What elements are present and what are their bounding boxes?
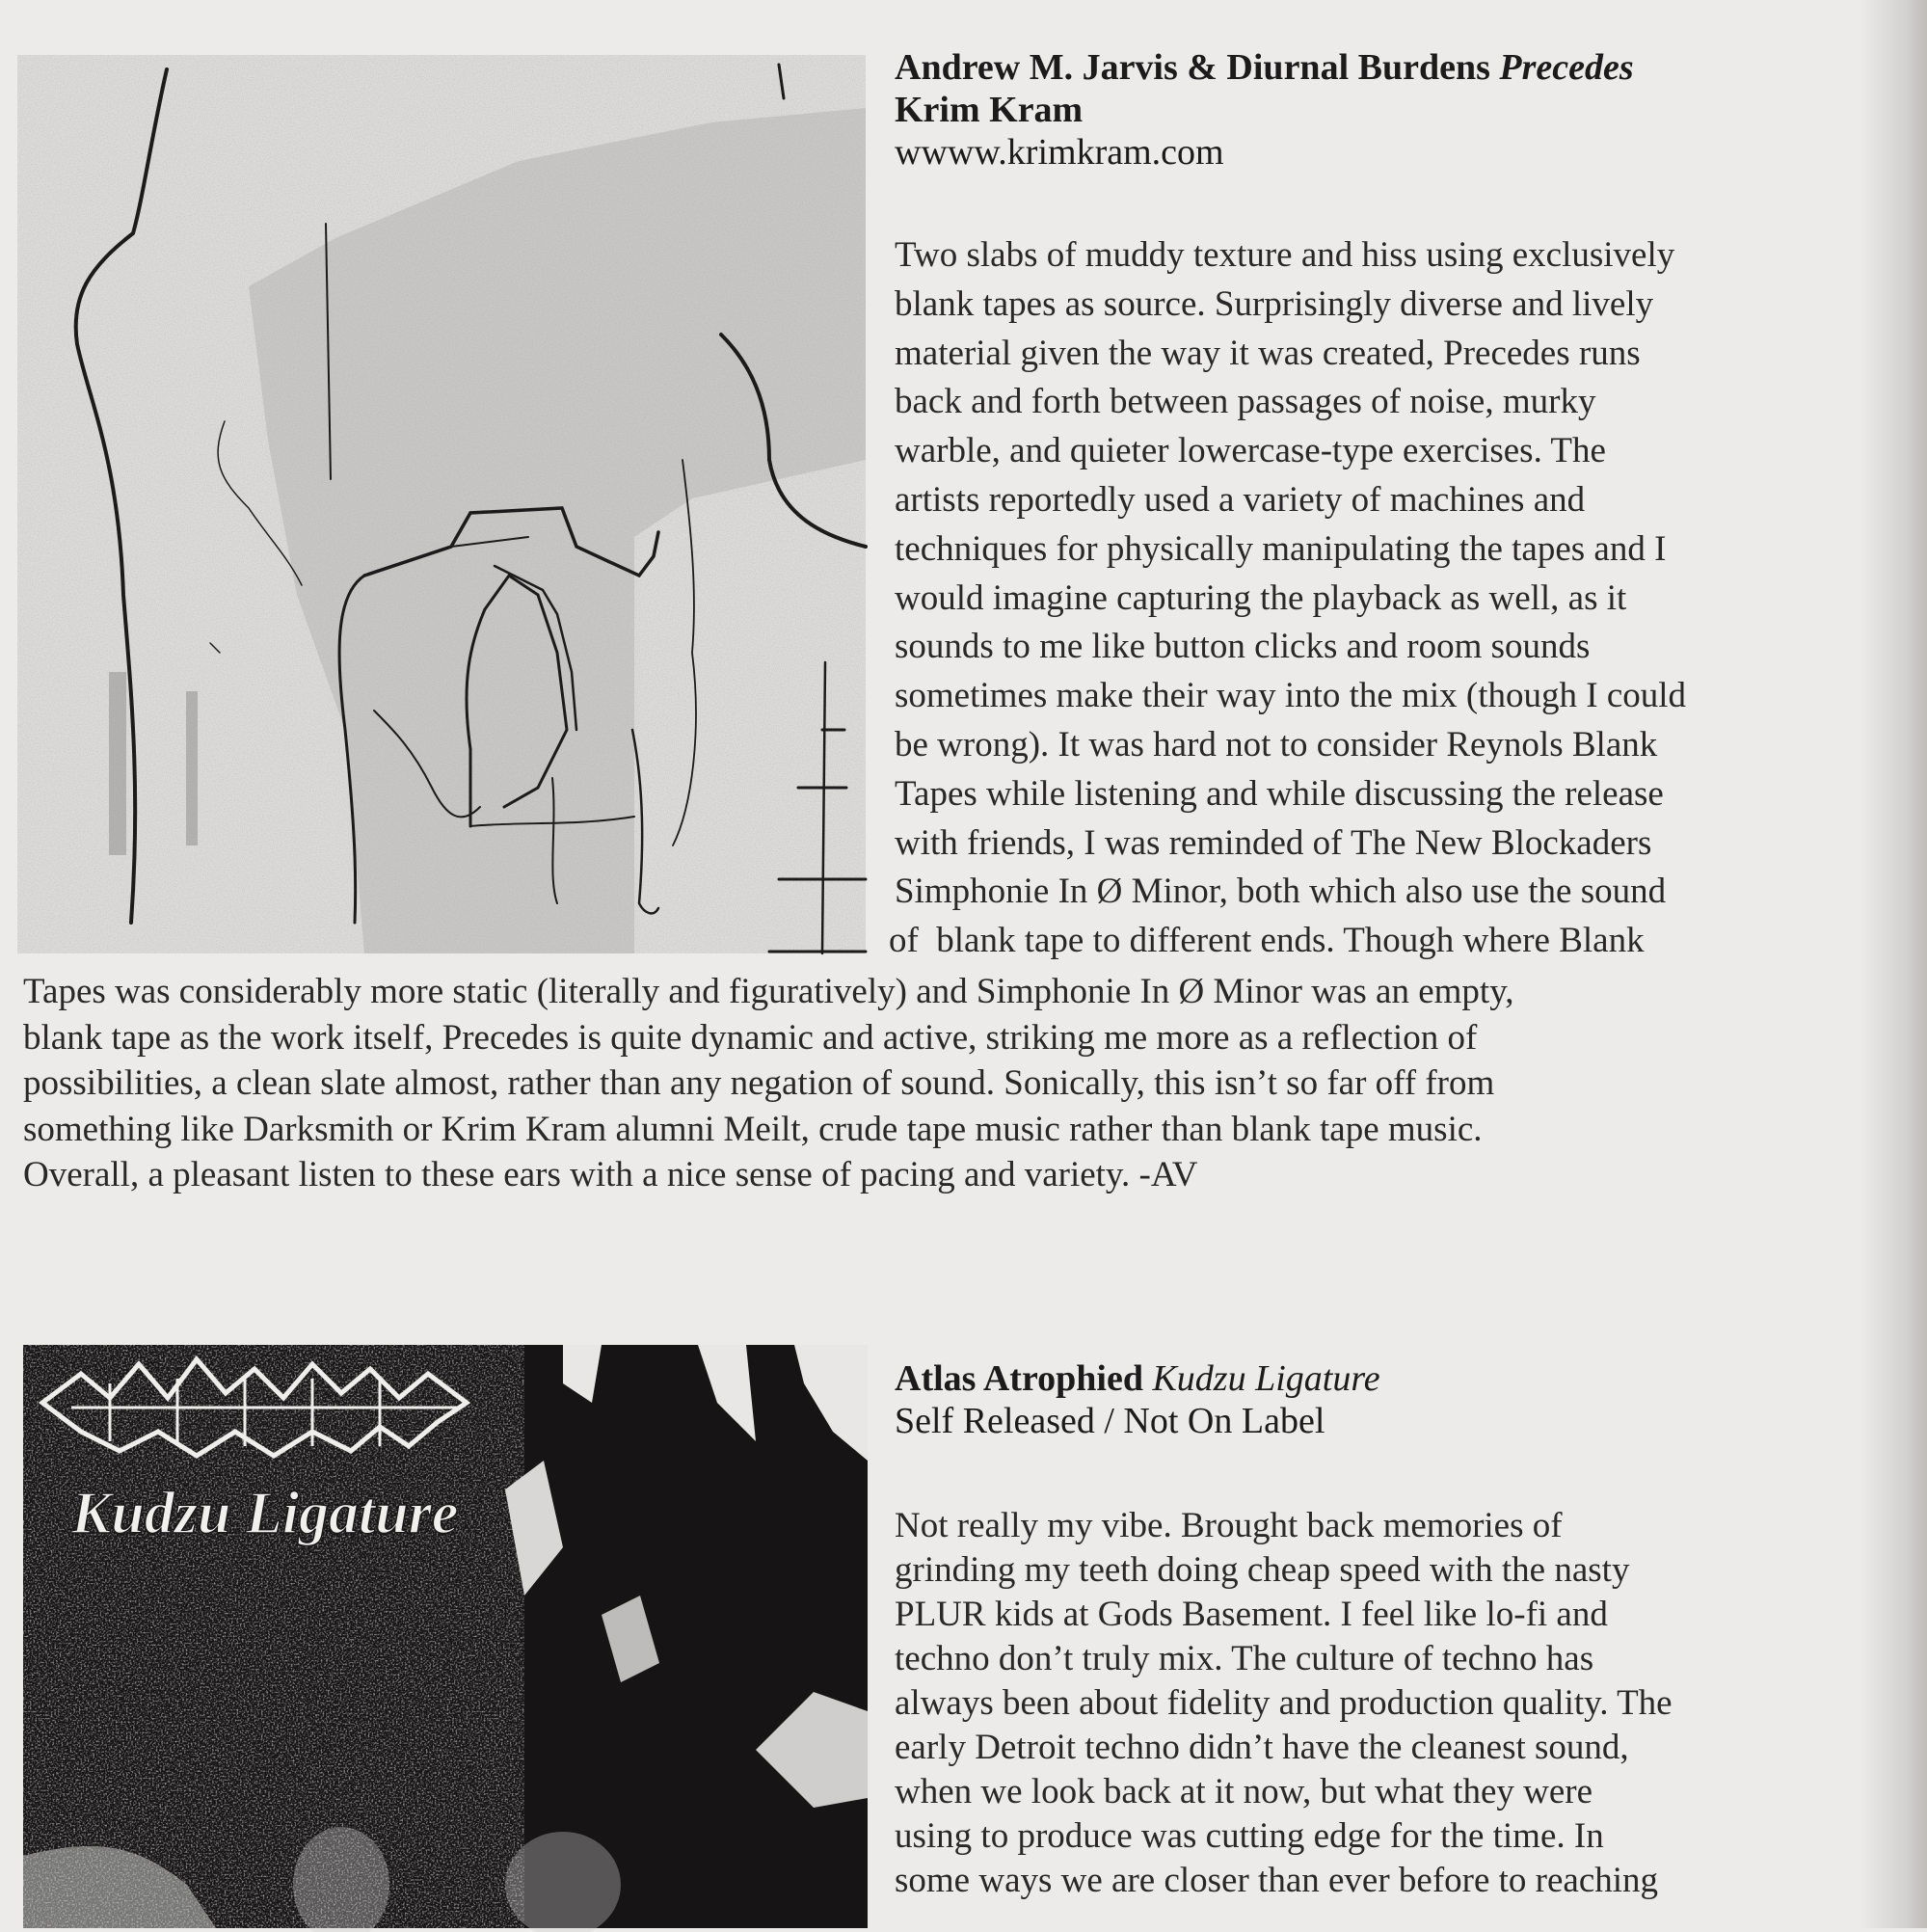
album-cover-precedes — [17, 55, 866, 953]
sketch-artwork — [17, 55, 866, 953]
body-line: techniques for physically manipulating the tapes and I — [895, 528, 1667, 569]
body-line: with friends, I was reminded of The New Blockaders — [895, 822, 1652, 863]
body-line: Two slabs of muddy texture and hiss using exclusively — [895, 235, 1675, 275]
body-line: grinding my teeth doing cheap speed with the nasty — [895, 1550, 1630, 1590]
label-url[interactable]: wwww.krimkram.com — [895, 132, 1224, 173]
body-line: Tapes was considerably more static (literally and figuratively) and Simphonie In Ø Minor was an empty, — [23, 972, 1514, 1011]
body-line: warble, and quieter lowercase-type exercises. The — [895, 431, 1606, 471]
body-line-last — [889, 917, 1892, 966]
record-label: Krim Kram — [895, 90, 1084, 130]
review-title-line — [895, 1357, 1380, 1400]
review-header-precedes — [895, 46, 1634, 174]
body-line: Not really my vibe. Brought back memories of — [895, 1506, 1563, 1545]
review-title-line — [895, 46, 1634, 89]
record-label: Self Released / Not On Label — [895, 1401, 1325, 1441]
artist-name: Andrew M. Jarvis & Diurnal Burdens — [895, 47, 1490, 88]
artist-name: Atlas Atrophied — [895, 1358, 1143, 1399]
body-line: Tapes while listening and while discussing the release — [895, 773, 1664, 814]
clipped-word: of — [889, 921, 919, 961]
body-line: would imagine capturing the playback as well, as it — [895, 577, 1627, 618]
review-body-column-precedes — [889, 231, 1892, 966]
cover-artwork — [23, 1345, 868, 1928]
body-line: blank tape as the work itself, Precedes is quite dynamic and active, striking me more as a reflection of — [23, 1017, 1478, 1058]
body-line: some ways we are closer than ever before to reaching — [895, 1861, 1659, 1900]
body-line: back and forth between passages of noise, murky — [895, 382, 1596, 422]
album-title: Kudzu Ligature — [1152, 1358, 1380, 1399]
body-line-rest: blank tape to different ends. Though where Blank — [927, 921, 1645, 961]
review-body-full-precedes — [23, 969, 1874, 1198]
cover-title: Kudzu Ligature — [71, 1481, 459, 1546]
body-line: possibilities, a clean slate almost, rather than any negation of sound. Sonically, this isn’t so far off from — [23, 1063, 1495, 1103]
body-line: material given the way it was created, Precedes runs — [895, 333, 1641, 373]
review-header-kudzu — [895, 1357, 1380, 1442]
body-line: techno don’t truly mix. The culture of techno has — [895, 1639, 1594, 1678]
body-line: PLUR kids at Gods Basement. I feel like lo-fi and — [895, 1595, 1608, 1634]
body-line: Simphonie In Ø Minor, both which also use the sound — [895, 872, 1667, 912]
body-line: Overall, a pleasant listen to these ears with a nice sense of pacing and variety. -AV — [23, 1155, 1198, 1194]
body-line: using to produce was cutting edge for the time. In — [895, 1816, 1604, 1856]
body-line: always been about fidelity and production quality. The — [895, 1683, 1673, 1723]
body-line: sounds to me like button clicks and room sounds — [895, 627, 1591, 667]
review-body-column-kudzu — [895, 1504, 1892, 1903]
body-line: something like Darksmith or Krim Kram alumni Meilt, crude tape music rather than blank tape music. — [23, 1109, 1483, 1149]
body-line: sometimes make their way into the mix (though I could — [895, 676, 1687, 716]
body-line: early Detroit techno didn’t have the cleanest sound, — [895, 1728, 1629, 1767]
body-line: blank tapes as source. Surprisingly diverse and lively — [895, 283, 1654, 324]
album-cover-kudzu-ligature — [23, 1345, 868, 1928]
body-line: artists reportedly used a variety of machines and — [895, 479, 1586, 520]
body-line: be wrong). It was hard not to consider Reynols Blank — [895, 724, 1658, 765]
album-title: Precedes — [1499, 47, 1634, 88]
body-line: when we look back at it now, but what they were — [895, 1772, 1593, 1811]
